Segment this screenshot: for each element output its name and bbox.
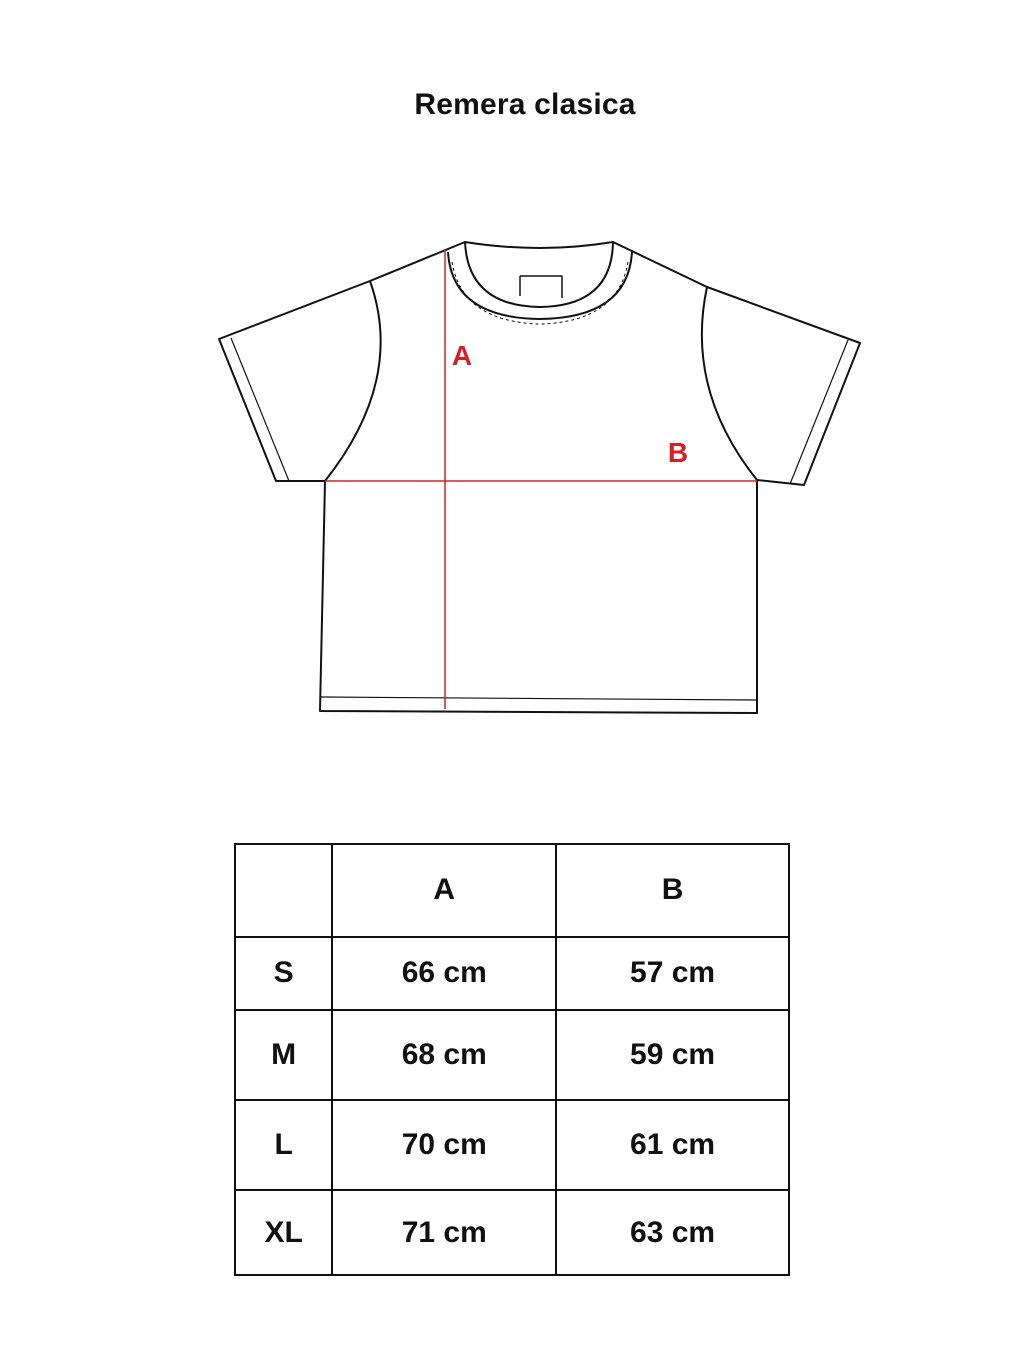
measure-b-cell: 61 cm	[556, 1100, 789, 1190]
tshirt-outline	[219, 242, 860, 713]
table-header-row	[235, 844, 789, 937]
header-cell-b: B	[556, 844, 789, 937]
measure-label-b: B	[667, 437, 689, 468]
size-cell: S	[235, 937, 332, 1010]
page-title: Remera clasica	[414, 88, 636, 121]
measure-a-cell: 66 cm	[332, 937, 556, 1010]
table-row	[235, 1010, 789, 1101]
size-cell: XL	[235, 1190, 332, 1275]
header-cell-size	[235, 844, 332, 937]
size-cell: M	[235, 1010, 332, 1101]
measure-a-cell: 71 cm	[332, 1190, 556, 1275]
measure-label-a: A	[451, 340, 473, 371]
measure-b-cell: 63 cm	[556, 1190, 789, 1275]
size-cell: L	[235, 1100, 332, 1190]
table-row	[235, 1100, 789, 1190]
measure-b-cell: 59 cm	[556, 1010, 789, 1101]
size-table	[234, 843, 790, 1276]
table-row	[235, 1190, 789, 1275]
measure-a-cell: 68 cm	[332, 1010, 556, 1101]
measure-a-cell: 70 cm	[332, 1100, 556, 1190]
table-row	[235, 937, 789, 1010]
measure-b-cell: 57 cm	[556, 937, 789, 1010]
header-cell-a: A	[332, 844, 556, 937]
